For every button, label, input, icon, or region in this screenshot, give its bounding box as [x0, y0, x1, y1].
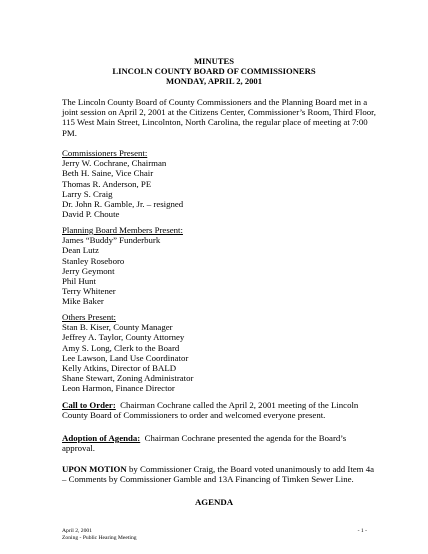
staff-name: Amy S. Long, Clerk to the Board — [62, 342, 180, 353]
motion-label: UPON MOTION — [62, 464, 127, 474]
planning-member-name: Terry Whitener — [62, 286, 116, 297]
planning-member-name: Mike Baker — [62, 296, 104, 307]
commissioner-name: Dr. John R. Gamble, Jr. – resigned — [62, 198, 184, 209]
page-number: - 1 - — [357, 528, 367, 534]
planning-member-name: Stanley Roseboro — [62, 255, 125, 266]
minutes-header — [0, 56, 428, 87]
staff-name: Leon Harmon, Finance Director — [62, 383, 175, 394]
commissioner-name: David P. Choute — [62, 209, 120, 220]
staff-name: Stan B. Kiser, County Manager — [62, 322, 173, 333]
planning-member-name: Dean Lutz — [62, 245, 99, 256]
header-board-name: LINCOLN COUNTY BOARD OF COMMISSIONERS — [112, 66, 316, 77]
agenda-heading: AGENDA — [194, 497, 234, 507]
motion-paragraph — [62, 464, 375, 485]
header-title: MINUTES — [193, 56, 235, 66]
footer-subtitle: Zoning - Public Hearing Meeting — [62, 535, 137, 541]
commissioner-name: Larry S. Craig — [62, 188, 113, 199]
adoption-of-agenda-paragraph — [62, 433, 367, 453]
staff-name: Kelly Atkins, Director of BALD — [62, 362, 177, 373]
adoption-label: Adoption of Agenda: — [62, 433, 141, 443]
adoption-text: Chairman Cochrane presented the agenda for the Board’s — [140, 433, 347, 443]
staff-name: Jeffrey A. Taylor, County Attorney — [62, 332, 185, 343]
commissioners-heading: Commissioners Present: — [62, 148, 148, 158]
call-to-order-label: Call to Order: — [62, 400, 116, 410]
planning-member-name: James “Buddy” Funderburk — [62, 235, 161, 246]
intro-paragraph — [62, 97, 376, 138]
planning-board-section — [62, 225, 367, 307]
planning-member-name: Jerry Geymont — [62, 265, 115, 276]
motion-text: – Comments by Commissioner Gamble and 13A Financing of Timken Sewer Line. — [62, 474, 354, 485]
staff-name: Lee Lawson, Land Use Coordinator — [62, 352, 189, 363]
others-heading: Others Present: — [62, 312, 116, 322]
commissioner-name: Thomas R. Anderson, PE — [62, 178, 152, 189]
adoption-text: approval. — [62, 443, 95, 454]
header-date: MONDAY, APRIL 2, 2001 — [165, 76, 263, 87]
others-section — [62, 312, 367, 394]
motion-text: by Commissioner Craig, the Board voted unanimously to add Item 4a — [126, 464, 375, 474]
call-to-order-text: Chairman Cochrane called the April 2, 2001 meeting of the Lincoln — [115, 400, 359, 410]
intro-line: PM. — [62, 127, 77, 138]
footer-date: April 2, 2001 — [62, 528, 92, 534]
call-to-order-text: County Board of Commissioners to order and welcomed everyone present. — [62, 410, 326, 421]
commissioners-section — [62, 148, 367, 219]
page-footer — [62, 528, 367, 542]
planning-board-heading: Planning Board Members Present: — [62, 225, 183, 235]
intro-line: The Lincoln County Board of County Commissioners and the Planning Board met in a — [62, 97, 368, 107]
staff-name: Shane Stewart, Zoning Administrator — [62, 373, 194, 384]
planning-member-name: Phil Hunt — [62, 275, 96, 286]
commissioner-name: Beth H. Saine, Vice Chair — [62, 168, 154, 179]
intro-line: 115 West Main Street, Lincolnton, North Carolina, the regular place of meeting at 7:00 — [62, 117, 368, 128]
intro-line: joint session on April 2, 2001 at the Citizens Center, Commissioner’s Room, Third Floor, — [62, 107, 376, 118]
call-to-order-paragraph — [62, 400, 367, 420]
commissioner-name: Jerry W. Cochrane, Chairman — [62, 158, 167, 169]
